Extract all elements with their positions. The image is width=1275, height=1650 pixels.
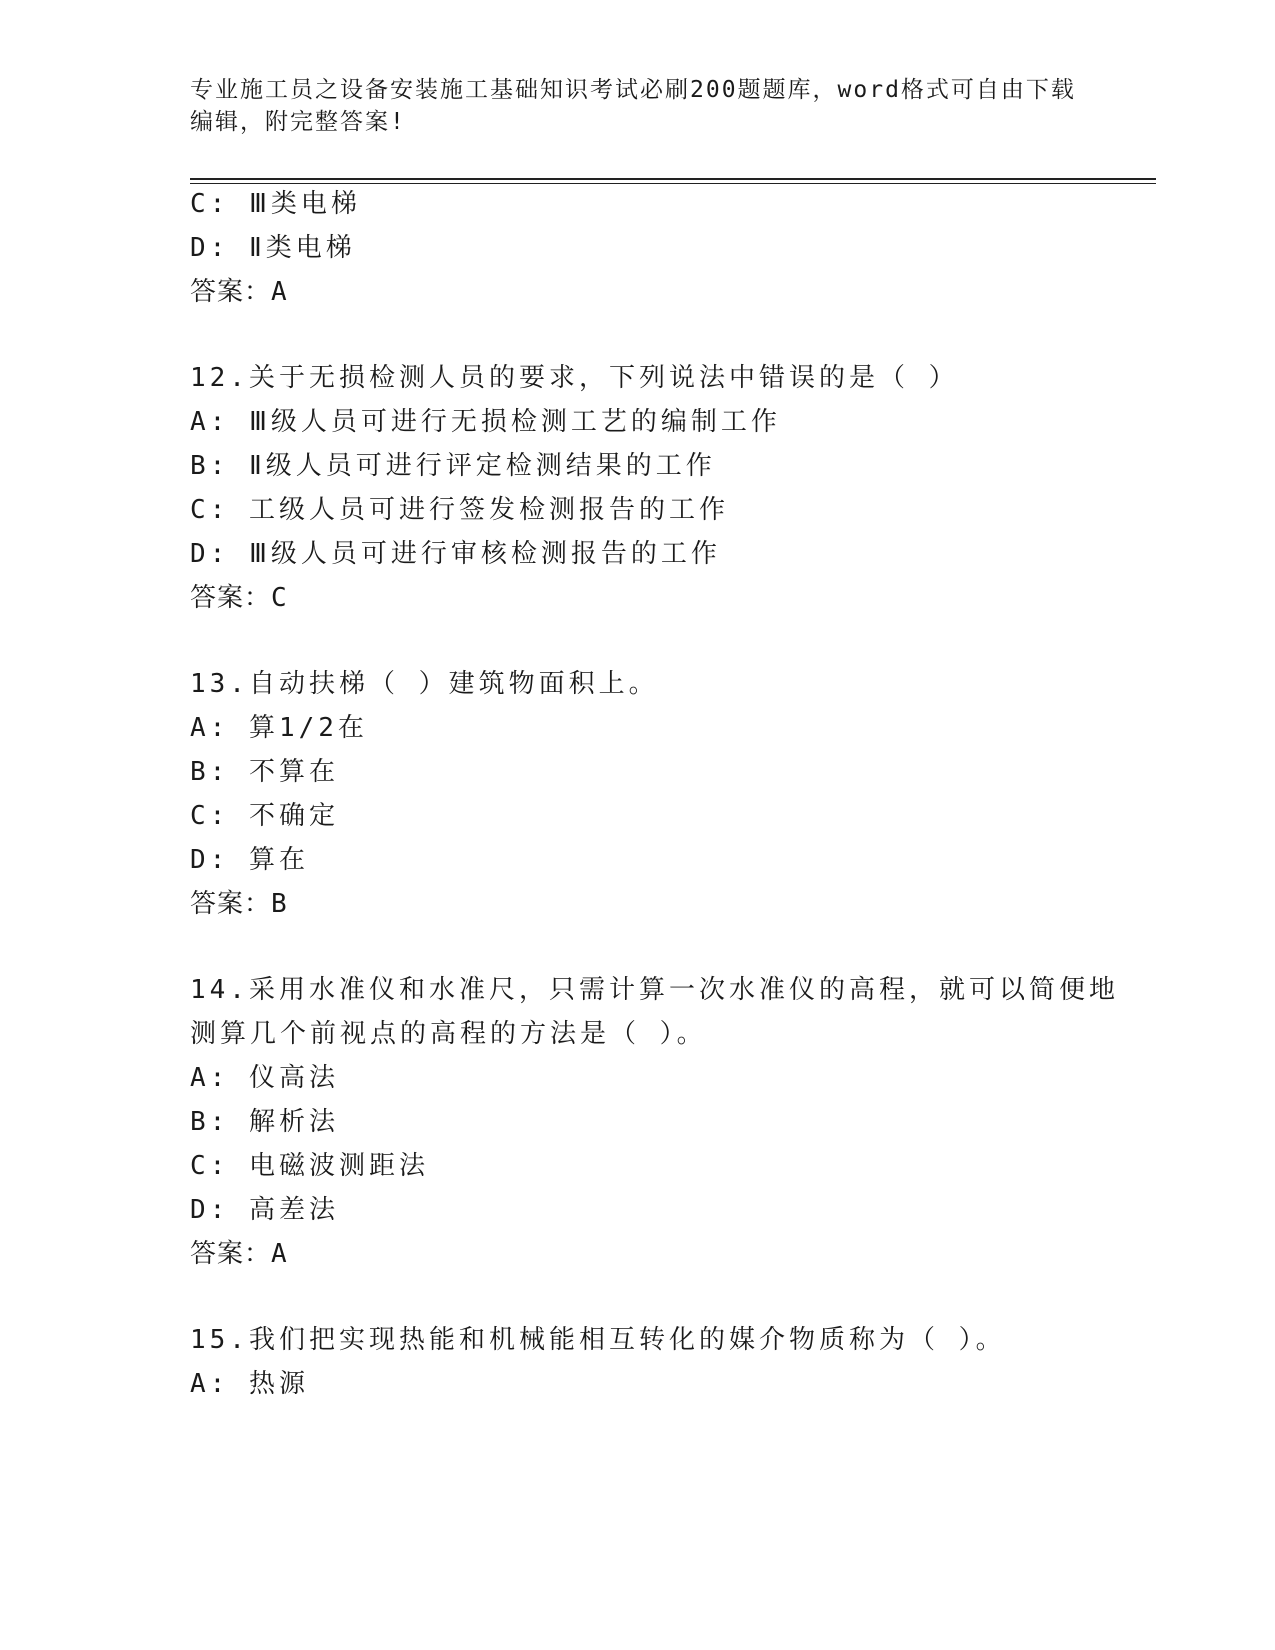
option-c: C: 电磁波测距法	[190, 1151, 429, 1181]
header-divider	[190, 178, 1156, 184]
option-d: D: Ⅱ类电梯	[190, 233, 356, 263]
document-header	[190, 74, 1090, 138]
question-stem: 12.关于无损检测人员的要求，下列说法中错误的是（ ）	[190, 363, 959, 393]
question-stem-continued: 测算几个前视点的高程的方法是（ ）。	[190, 1019, 707, 1049]
question-stem: 14.采用水准仪和水准尺，只需计算一次水准仪的高程，就可以简便地	[190, 975, 1119, 1005]
option-c: C: Ⅲ类电梯	[190, 189, 361, 219]
option-b: B: 解析法	[190, 1107, 339, 1137]
question-stem: 15.我们把实现热能和机械能相互转化的媒介物质称为（ ）。	[190, 1325, 1006, 1355]
answer-line: 答案：C	[190, 583, 288, 613]
header-title-line-2: 编辑，附完整答案!	[190, 109, 406, 135]
option-a: A: Ⅲ级人员可进行无损检测工艺的编制工作	[190, 407, 781, 437]
option-a: A: 算1/2在	[190, 713, 368, 743]
header-title-line-1: 专业施工员之设备安装施工基础知识考试必刷200题题库，word格式可自由下载	[190, 77, 1076, 103]
option-d: D: 高差法	[190, 1195, 339, 1225]
answer-line: 答案：B	[190, 889, 288, 919]
option-a: A: 热源	[190, 1369, 309, 1399]
option-a: A: 仪高法	[190, 1063, 339, 1093]
option-d: D: Ⅲ级人员可进行审核检测报告的工作	[190, 539, 721, 569]
option-c: C: 工级人员可进行签发检测报告的工作	[190, 495, 729, 525]
question-stem: 13.自动扶梯（ ）建筑物面积上。	[190, 669, 659, 699]
answer-line: 答案：A	[190, 1239, 288, 1269]
option-b: B: Ⅱ级人员可进行评定检测结果的工作	[190, 451, 716, 481]
option-b: B: 不算在	[190, 757, 339, 787]
answer-line: 答案：A	[190, 277, 288, 307]
option-c: C: 不确定	[190, 801, 339, 831]
option-d: D: 算在	[190, 845, 309, 875]
